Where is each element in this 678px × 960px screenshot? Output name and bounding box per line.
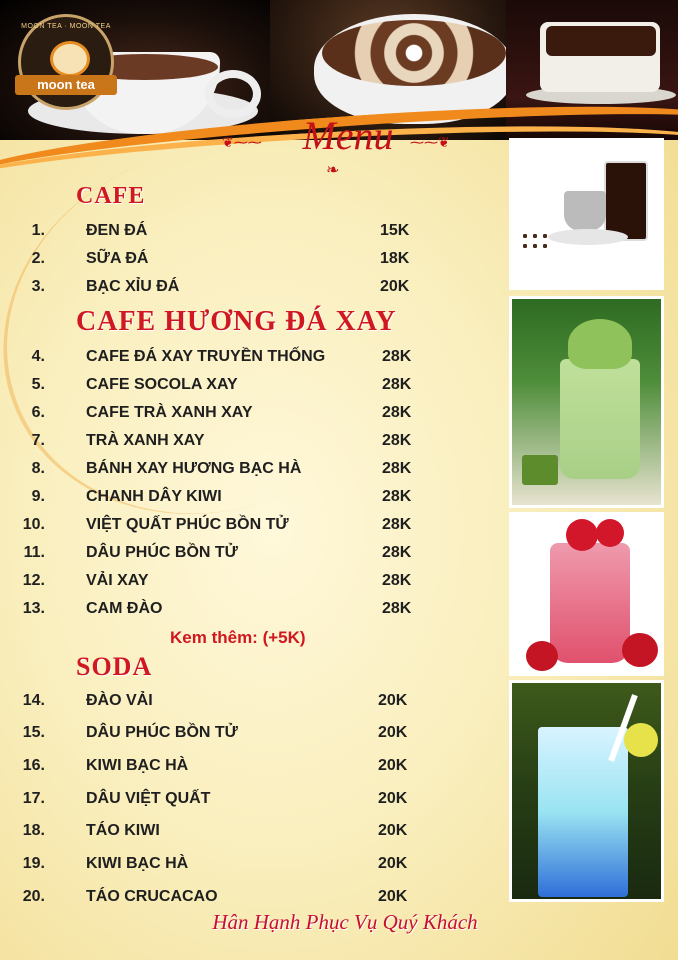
item-name: CAFE TRÀ XANH XAY <box>86 404 253 421</box>
extra-cream-note: Kem thêm: (+5K) <box>170 628 306 647</box>
item-number: 20. <box>22 888 45 905</box>
vietnamese-coffee-photo <box>509 138 664 290</box>
item-number: 5. <box>31 376 45 393</box>
item-price: 28K <box>382 404 412 421</box>
item-name: DÂU PHÚC BỒN TỬ <box>86 724 238 741</box>
menu-item <box>0 572 500 598</box>
item-name: SỮA ĐÁ <box>86 250 149 267</box>
item-number: 19. <box>22 855 45 872</box>
item-price: 20K <box>378 692 408 709</box>
item-number: 3. <box>31 278 45 295</box>
item-name: CAFE ĐÁ XAY TRUYỀN THỐNG <box>86 348 326 365</box>
item-price: 28K <box>382 544 412 561</box>
item-price: 28K <box>382 572 412 589</box>
menu-item <box>0 404 500 430</box>
item-number: 2. <box>31 250 45 267</box>
logo-cup-icon <box>50 41 90 77</box>
footer-greeting: Hân Hạnh Phục Vụ Quý Khách <box>212 910 478 934</box>
item-price: 20K <box>378 855 408 872</box>
flourish-bottom-icon: ❧ <box>326 162 340 179</box>
item-price: 20K <box>378 822 408 839</box>
item-price: 20K <box>378 888 408 905</box>
menu-item <box>0 348 500 374</box>
item-number: 17. <box>22 790 45 807</box>
item-number: 15. <box>22 724 45 741</box>
item-name: BÁNH XAY HƯƠNG BẠC HÀ <box>86 460 302 477</box>
menu-item <box>0 432 500 458</box>
menu-item <box>0 544 500 570</box>
item-name: ĐEN ĐÁ <box>86 222 148 239</box>
item-number: 7. <box>31 432 45 449</box>
menu-item <box>0 692 500 718</box>
item-price: 28K <box>382 488 412 505</box>
item-number: 4. <box>31 348 45 365</box>
item-price: 18K <box>380 250 410 267</box>
menu-item <box>0 790 500 816</box>
item-number: 16. <box>22 757 45 774</box>
section-title-soda: SODA <box>76 652 153 681</box>
item-price: 28K <box>382 460 412 477</box>
item-price: 28K <box>382 432 412 449</box>
flourish-left-icon: ❦⁓⁓ <box>222 134 262 150</box>
menu-item <box>0 250 500 276</box>
item-price: 20K <box>378 790 408 807</box>
item-price: 28K <box>382 348 412 365</box>
menu-item <box>0 460 500 486</box>
item-number: 1. <box>31 222 45 239</box>
item-number: 10. <box>22 516 45 533</box>
item-number: 6. <box>31 404 45 421</box>
menu-item <box>0 600 500 626</box>
item-name: CAFE SOCOLA XAY <box>86 376 238 393</box>
item-number: 13. <box>22 600 45 617</box>
item-number: 18. <box>22 822 45 839</box>
item-price: 15K <box>380 222 410 239</box>
item-name: CAM ĐÀO <box>86 600 163 617</box>
item-name: KIWI BẠC HÀ <box>86 855 189 872</box>
menu-item <box>0 822 500 848</box>
item-number: 11. <box>23 544 45 561</box>
item-name: TÁO KIWI <box>86 822 160 839</box>
item-name: TRÀ XANH XAY <box>86 432 205 449</box>
flourish-right-icon: ⁓⁓❦ <box>410 134 450 150</box>
menu-title: Menu <box>302 113 394 158</box>
item-name: TÁO CRUCACAO <box>86 888 218 905</box>
item-number: 8. <box>31 460 45 477</box>
item-price: 20K <box>378 757 408 774</box>
item-name: ĐÀO VẢI <box>86 692 153 709</box>
item-price: 20K <box>378 724 408 741</box>
menu-item <box>0 516 500 542</box>
item-price: 28K <box>382 600 412 617</box>
menu-item <box>0 488 500 514</box>
item-name: VIỆT QUẤT PHÚC BỒN TỬ <box>86 516 289 533</box>
item-name: CHANH DÂY KIWI <box>86 488 222 505</box>
item-name: KIWI BẠC HÀ <box>86 757 189 774</box>
item-name: DÂU VIỆT QUẤT <box>86 790 211 807</box>
menu-item <box>0 376 500 402</box>
strawberry-smoothie-photo <box>509 512 664 676</box>
moon-tea-logo <box>18 14 114 110</box>
matcha-frappe-photo <box>509 296 664 508</box>
item-number: 14. <box>22 692 45 709</box>
item-name: BẠC XỈU ĐÁ <box>86 278 180 295</box>
item-price: 28K <box>382 376 412 393</box>
section-title-cafe: CAFE <box>76 183 146 209</box>
logo-name: moon tea <box>15 75 117 95</box>
item-price: 28K <box>382 516 412 533</box>
menu-item <box>0 724 500 750</box>
item-number: 12. <box>22 572 45 589</box>
item-name: VẢI XAY <box>86 572 149 589</box>
logo-ring-text: MOON TEA · MOON TEA <box>21 23 111 30</box>
menu-item <box>0 757 500 783</box>
item-price: 20K <box>380 278 410 295</box>
item-name: DÂU PHÚC BỒN TỬ <box>86 544 238 561</box>
item-number: 9. <box>31 488 45 505</box>
menu-item <box>0 222 500 248</box>
blue-soda-photo <box>509 680 664 902</box>
section-title-cafe-huong-da-xay: CAFE HƯƠNG ĐÁ XAY <box>76 306 397 337</box>
menu-item <box>0 855 500 881</box>
menu-item <box>0 278 500 304</box>
